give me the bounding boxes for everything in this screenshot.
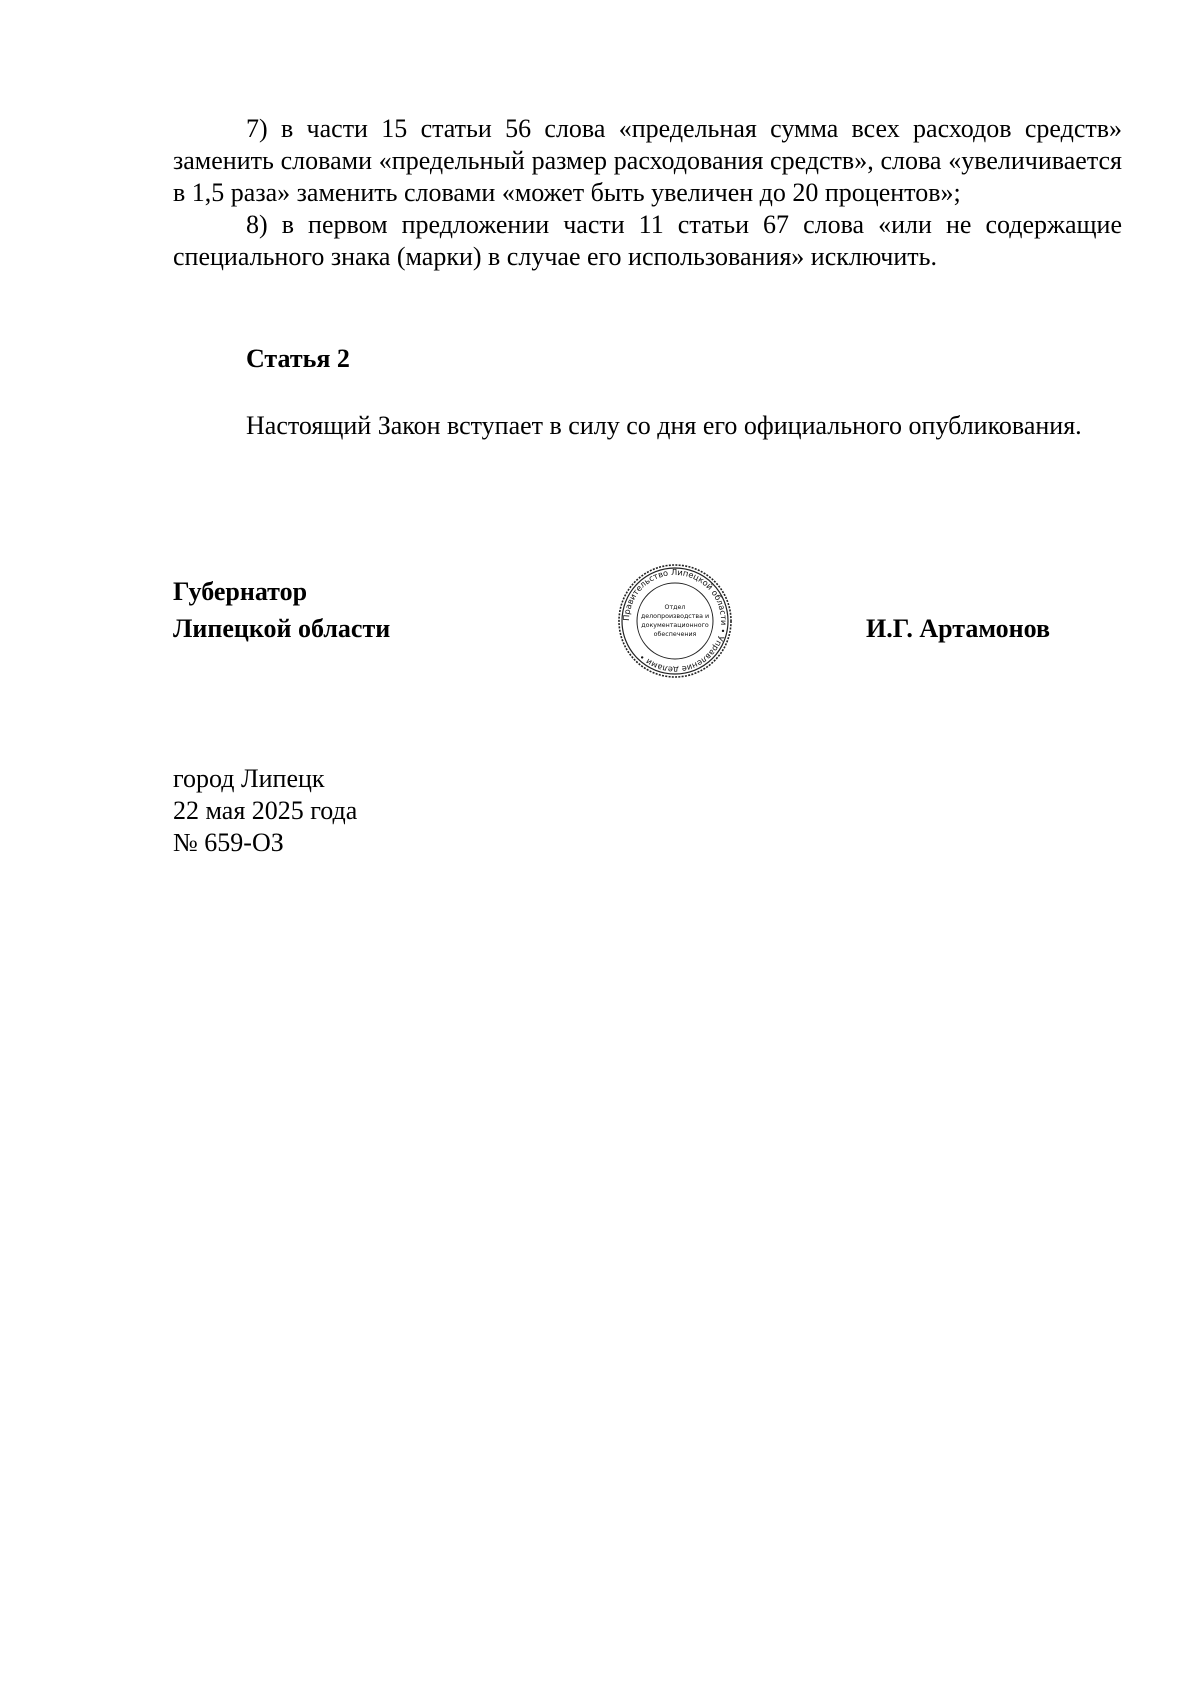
footer-date: 22 мая 2025 года (173, 796, 358, 825)
footer-number: № 659-ОЗ (173, 828, 284, 857)
seal-inner-line-3: документационного (641, 622, 709, 629)
seal-inner-line-2: делопроизводства и (640, 613, 710, 620)
document-footer (173, 763, 357, 859)
signer-title-line-1: Губернатор (173, 577, 308, 606)
seal-inner-line-4: обеспечения (653, 631, 697, 638)
official-seal (617, 563, 733, 679)
amendment-item-8: 8) в первом предложении части 11 статьи 67 слова «или не содержащие специального знака (марки) в случае его использования» исключить. (173, 210, 1122, 271)
article-2-body (173, 410, 1122, 442)
article-2-text: Настоящий Закон вступает в силу со дня его официального опубликования. (246, 411, 1082, 440)
article-2-heading: Статья 2 (246, 344, 350, 373)
signer-title (173, 573, 390, 647)
seal-outer-text: Правительство Липецкой области • Управление делами • (620, 566, 730, 676)
signer-name: И.Г. Артамонов (866, 614, 1051, 643)
signer-title-line-2: Липецкой области (173, 614, 391, 643)
footer-city: город Липецк (173, 764, 325, 793)
amendments-list (173, 113, 1122, 273)
seal-inner-line-1: Отдел (664, 604, 686, 611)
amendment-item-7: 7) в части 15 статьи 56 слова «предельная сумма всех расходов средств» заменить словами «предельный размер расходования средств», слова «увеличивается в 1,5 раза» заменить словами «может быть увеличен до 20 процентов»; (173, 114, 1122, 207)
